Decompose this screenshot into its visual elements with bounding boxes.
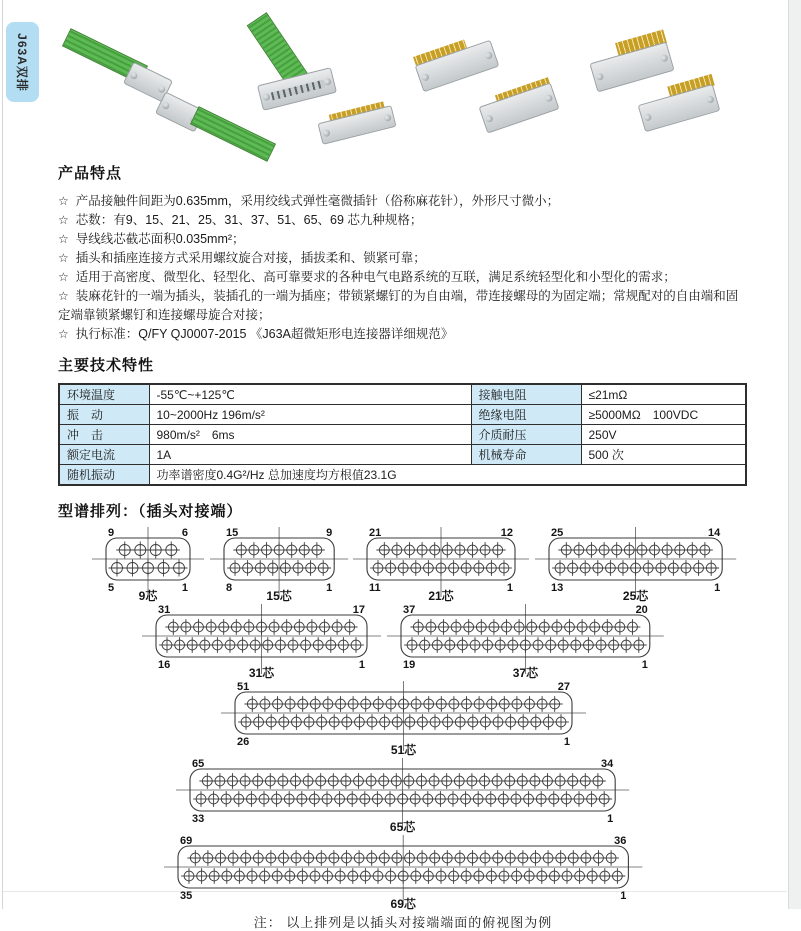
specs-title: 主要技术特性	[58, 357, 155, 374]
feature-item	[58, 287, 748, 325]
product-photo-right-angle	[576, 20, 742, 146]
features-list	[58, 192, 748, 344]
pin-label-top-left: 15	[225, 527, 238, 540]
pin-label-top-left: 65	[192, 758, 205, 771]
feature-text: 插头和插座连接方式采用螺纹旋合对接，插拔柔和、锁紧可靠；	[75, 251, 426, 265]
spec-value: ≤21mΩ	[581, 384, 746, 405]
pin-diagrams	[58, 527, 748, 909]
layout-note: 注： 以上排列是以插头对接端端面的俯视图为例	[253, 915, 553, 930]
star-icon: ☆	[58, 213, 69, 227]
table-row	[59, 384, 746, 405]
spec-value: 1A	[149, 445, 471, 465]
product-photo-cable-to-board	[237, 20, 403, 146]
pin-label-bottom-right: 1	[507, 582, 514, 594]
spec-value: -55℃~+125℃	[149, 384, 471, 405]
pin-label-top-right: 27	[557, 681, 570, 693]
feature-item	[58, 230, 748, 249]
series-index-tab[interactable]	[6, 22, 39, 102]
star-icon: ☆	[58, 251, 69, 265]
pin-diagram-25芯	[535, 527, 736, 601]
pin-label-bottom-right: 1	[358, 659, 366, 671]
pin-diagram-21芯	[353, 527, 529, 601]
feature-item	[58, 211, 748, 230]
pin-diagram-caption: 37芯	[512, 665, 539, 680]
pin-label-bottom-left: 33	[192, 812, 205, 825]
spec-label: 环境温度	[59, 384, 149, 405]
product-photo-cable-to-cable	[68, 20, 234, 146]
pin-label-bottom-left: 11	[369, 582, 381, 594]
pin-label-bottom-left: 13	[550, 581, 563, 594]
feature-text: 导线线芯截芯面积0.035mm²；	[75, 232, 245, 246]
spec-label: 绝缘电阻	[471, 405, 581, 425]
page-content	[58, 0, 748, 931]
page-right-gutter	[788, 0, 801, 909]
pin-label-bottom-left: 35	[179, 889, 193, 902]
pin-label-top-right: 6	[181, 527, 188, 539]
pin-diagram-row	[58, 758, 748, 832]
pin-diagram-31芯	[142, 604, 381, 678]
pin-diagram-15芯	[210, 527, 348, 601]
pin-label-bottom-left: 5	[108, 582, 115, 594]
spec-value: ≥5000MΩ 100VDC	[581, 405, 746, 425]
pin-diagram-caption: 9芯	[138, 589, 158, 603]
pin-label-bottom-right: 1	[607, 812, 614, 825]
series-index-tab-label: J63A双排	[15, 32, 30, 92]
spec-value: 980m/s² 6ms	[149, 425, 471, 445]
pin-label-bottom-right: 1	[713, 581, 720, 594]
pin-label-bottom-right: 1	[620, 889, 627, 902]
pin-diagram-caption: 51芯	[390, 743, 416, 757]
pin-diagram-caption: 31芯	[248, 666, 275, 680]
pin-diagram-caption: 21芯	[428, 589, 454, 603]
spec-value: 10~2000Hz 196m/s²	[149, 405, 471, 425]
feature-text: 执行标准：Q/FY QJ0007-2015 《J63A超微矩形电连接器详细规范》	[75, 327, 454, 341]
pin-diagram-51芯	[221, 681, 586, 755]
pin-label-bottom-right: 1	[563, 736, 570, 748]
pin-label-top-left: 21	[369, 527, 382, 539]
pin-label-top-right: 34	[601, 758, 614, 771]
pin-label-top-left: 9	[108, 527, 115, 539]
spec-value: 500 次	[581, 445, 746, 465]
feature-item	[58, 192, 748, 211]
spec-label: 冲 击	[59, 425, 149, 445]
pin-label-bottom-left: 16	[158, 659, 171, 671]
pin-label-top-right: 12	[501, 527, 514, 539]
pin-diagram-caption: 15芯	[265, 588, 292, 603]
spec-value: 250V	[581, 425, 746, 445]
pin-diagram-caption: 69芯	[390, 896, 416, 911]
pin-label-bottom-left: 26	[236, 736, 249, 748]
product-photo-plug-socket	[407, 20, 573, 146]
pin-label-top-right: 20	[635, 604, 648, 617]
spec-label: 机械寿命	[471, 445, 581, 465]
pin-diagram-65芯	[176, 758, 629, 832]
pin-diagram-row	[58, 681, 748, 755]
feature-text: 产品接触件间距为0.635mm，采用绞线式弹性毫微插针（俗称麻花针），外形尺寸微小；	[75, 194, 560, 208]
product-photos	[58, 20, 748, 148]
specs-table	[58, 383, 747, 486]
feature-item	[58, 325, 748, 344]
pin-label-bottom-right: 1	[641, 658, 648, 671]
pin-label-top-left: 51	[236, 681, 249, 693]
spec-label: 介质耐压	[471, 425, 581, 445]
pin-diagram-row	[58, 835, 748, 909]
pin-label-bottom-right: 1	[181, 582, 188, 594]
pin-diagram-row	[58, 527, 748, 601]
spec-value: 功率谱密度0.4G²/Hz 总加速度均方根值23.1G	[149, 465, 746, 486]
pin-label-top-left: 37	[403, 604, 416, 617]
pin-label-bottom-left: 8	[225, 581, 232, 594]
page-left-border	[2, 0, 3, 909]
spec-label: 振 动	[59, 405, 149, 425]
pin-label-top-left: 25	[550, 527, 563, 540]
pin-label-top-right: 9	[325, 527, 332, 540]
pin-diagram-9芯	[92, 527, 204, 601]
pin-diagram-37芯	[387, 604, 664, 678]
star-icon: ☆	[58, 289, 69, 303]
table-row	[59, 465, 746, 486]
feature-text: 适用于高密度、微型化、轻型化、高可靠要求的各种电气电路系统的互联，满足系统轻型化和小型化的需求；	[75, 270, 676, 284]
feature-text: 装麻花针的一端为插头，装插孔的一端为插座；带锁紧螺钉的为自由端，带连接螺母的为固定端；常规配对的自由端和固定端靠锁紧螺钉和连接螺母旋合对接；	[58, 289, 739, 322]
pin-label-top-right: 14	[707, 527, 720, 540]
pin-label-top-right: 17	[352, 604, 366, 616]
feature-item	[58, 249, 748, 268]
pin-label-bottom-left: 19	[403, 658, 416, 671]
spec-label: 额定电流	[59, 445, 149, 465]
pin-diagram-caption: 65芯	[390, 819, 416, 834]
pin-diagram-row	[58, 604, 748, 678]
layout-title: 型谱排列：（插头对接端）	[58, 503, 243, 520]
pin-diagram-caption: 25芯	[622, 588, 649, 603]
pin-label-top-right: 36	[613, 835, 627, 848]
table-row	[59, 445, 746, 465]
table-row	[59, 405, 746, 425]
spec-label: 接触电阻	[471, 384, 581, 405]
table-row	[59, 425, 746, 445]
spec-label: 随机振动	[59, 465, 149, 486]
feature-text: 芯数：有9、15、21、25、31、37、51、65、69 芯九种规格；	[75, 213, 423, 227]
pin-label-top-left: 31	[158, 604, 171, 616]
pin-diagram-69芯	[164, 835, 642, 909]
star-icon: ☆	[58, 270, 69, 284]
star-icon: ☆	[58, 194, 69, 208]
star-icon: ☆	[58, 327, 69, 341]
pin-label-top-left: 69	[179, 835, 193, 848]
features-title: 产品特点	[58, 165, 123, 182]
star-icon: ☆	[58, 232, 69, 246]
feature-item	[58, 268, 748, 287]
pin-label-bottom-right: 1	[325, 581, 332, 594]
